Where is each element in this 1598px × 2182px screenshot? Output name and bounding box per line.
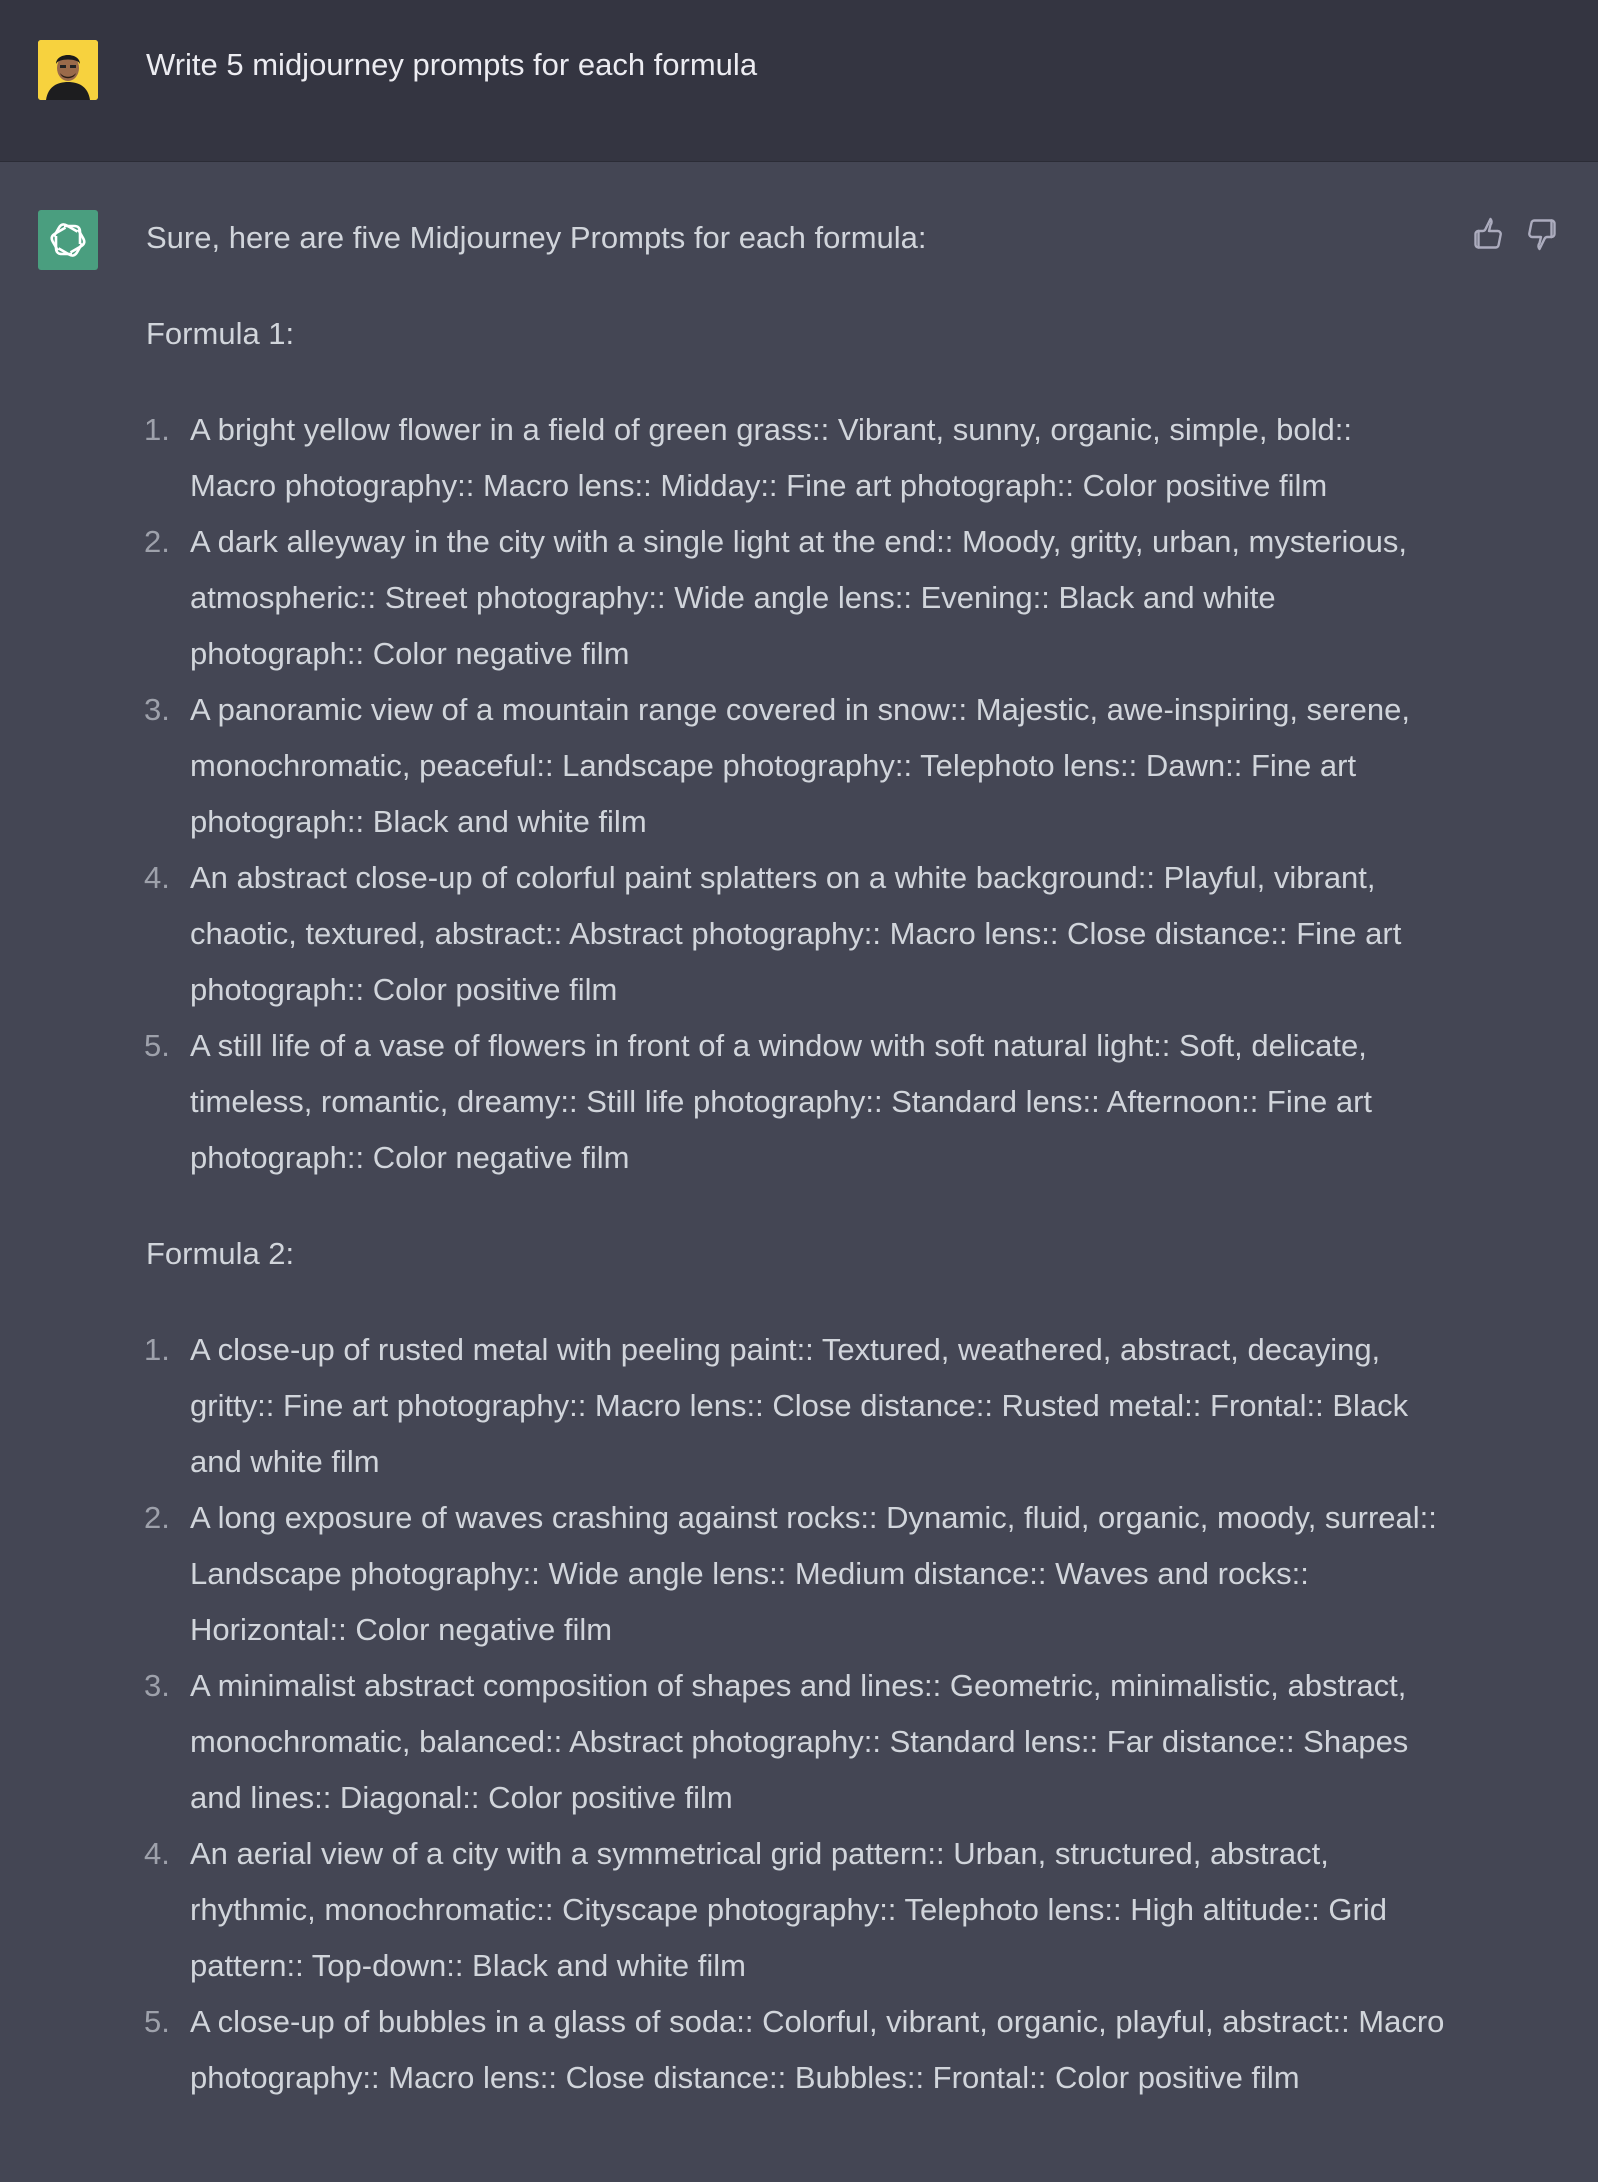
openai-logo-icon [38, 210, 98, 270]
list-item-text: A minimalist abstract composition of shapes and lines:: Geometric, minimalistic, abstract, monochromatic, balanced:: Abstract photography:: Standard lens:: Far distance:: Shapes and lines:: Diagonal:: Color positive film [190, 1668, 1409, 1815]
list-item-number: 2. [144, 1500, 170, 1535]
list-item-text: A panoramic view of a mountain range covered in snow:: Majestic, awe-inspiring, serene, monochromatic, peaceful:: Landscape photography:: Telephoto lens:: Dawn:: Fine art photograph:: Black and white film [190, 692, 1410, 839]
list-item [146, 1826, 1446, 1994]
list-item-text: A close-up of rusted metal with peeling paint:: Textured, weathered, abstract, decaying, gritty:: Fine art photography:: Macro lens:: Close distance:: Rusted metal:: Frontal:: Black and white film [190, 1332, 1409, 1479]
list-item-text: An aerial view of a city with a symmetrical grid pattern:: Urban, structured, abstract, rhythmic, monochromatic:: Cityscape photography:: Telephoto lens:: High altitude:: Grid pattern:: Top-down:: Black and white film [190, 1836, 1387, 1983]
list-item [146, 1658, 1446, 1826]
list-item-number: 2. [144, 524, 170, 559]
thumbs-up-icon[interactable] [1468, 216, 1504, 252]
list-item-text: A close-up of bubbles in a glass of soda:: Colorful, vibrant, organic, playful, abstract:: Macro photography:: Macro lens:: Close distance:: Bubbles:: Frontal:: Color positive film [190, 2004, 1445, 2095]
list-item-text: A long exposure of waves crashing against rocks:: Dynamic, fluid, organic, moody, surreal:: Landscape photography:: Wide angle lens:: Medium distance:: Waves and rocks:: Horizontal:: Color negative film [190, 1500, 1437, 1647]
user-avatar-icon [38, 40, 98, 100]
list-item [146, 1490, 1446, 1658]
list-item-text: A still life of a vase of flowers in front of a window with soft natural light:: Soft, delicate, timeless, romantic, dreamy:: Still life photography:: Standard lens:: Afternoon:: Fine art photograph:: Color negative film [190, 1028, 1373, 1175]
list-item-number: 4. [144, 1836, 170, 1871]
list-item-number: 1. [144, 1332, 170, 1367]
thumbs-down-icon[interactable] [1526, 216, 1562, 252]
user-message-row [0, 0, 1598, 162]
list-item [146, 1322, 1446, 1490]
list-item-number: 1. [144, 412, 170, 447]
assistant-message-content [146, 210, 1446, 2146]
prompt-list [146, 402, 1446, 1186]
list-item [146, 682, 1446, 850]
assistant-message-row [0, 162, 1598, 2182]
feedback-controls [1468, 216, 1562, 252]
list-item-number: 5. [144, 1028, 170, 1063]
list-item [146, 402, 1446, 514]
section-heading: Formula 2: [146, 1236, 295, 1271]
assistant-intro: Sure, here are five Midjourney Prompts for each formula: [146, 220, 927, 255]
list-item-number: 4. [144, 860, 170, 895]
list-item [146, 1018, 1446, 1186]
list-item-number: 3. [144, 692, 170, 727]
list-item-text: A bright yellow flower in a field of green grass:: Vibrant, sunny, organic, simple, bold:: Macro photography:: Macro lens:: Midday:: Fine art photograph:: Color positive film [190, 412, 1352, 503]
list-item-text: An abstract close-up of colorful paint splatters on a white background:: Playful, vibrant, chaotic, textured, abstract:: Abstract photography:: Macro lens:: Close distance:: Fine art photograph:: Color positive film [190, 860, 1402, 1007]
list-item-number: 3. [144, 1668, 170, 1703]
list-item [146, 1994, 1446, 2106]
section-heading: Formula 1: [146, 316, 295, 351]
list-item [146, 514, 1446, 682]
list-item-number: 5. [144, 2004, 170, 2039]
user-message-text: Write 5 midjourney prompts for each formula [146, 47, 758, 82]
list-item [146, 850, 1446, 1018]
list-item-text: A dark alleyway in the city with a single light at the end:: Moody, gritty, urban, mysterious, atmospheric:: Street photography:: Wide angle lens:: Evening:: Black and white photograph:: Color negative film [190, 524, 1408, 671]
prompt-list [146, 1322, 1446, 2106]
